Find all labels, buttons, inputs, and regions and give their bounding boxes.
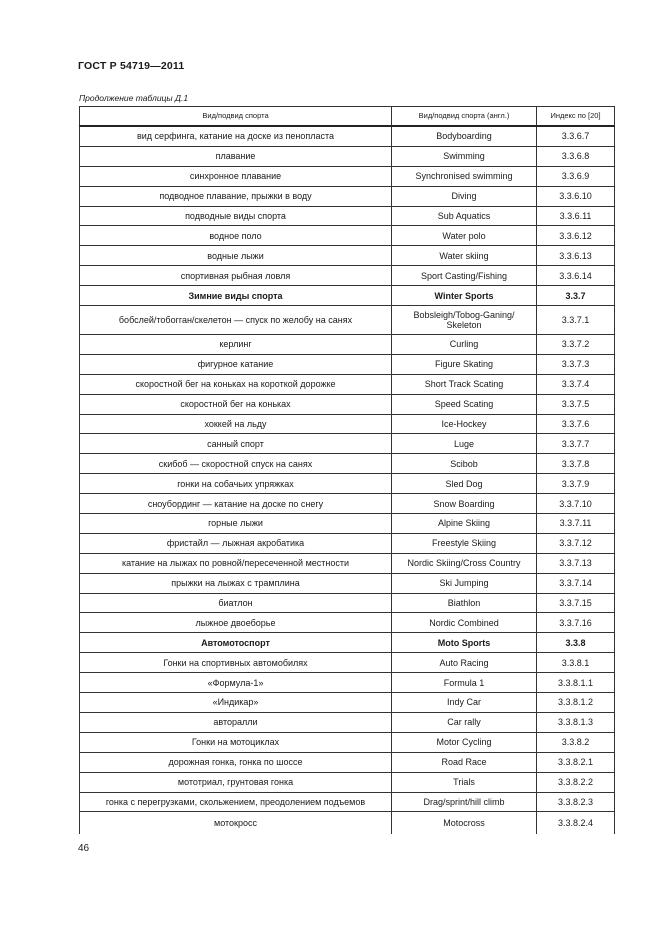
cell-index: 3.3.7.5: [537, 394, 615, 414]
cell-sport-en: Auto Racing: [392, 653, 537, 673]
cell-sport-ru: скоростной бег на коньках на короткой дорожке: [80, 374, 392, 394]
table-row: [80, 792, 615, 812]
cell-sport-ru: мотокросс: [80, 812, 392, 835]
cell-sport-en: Freestyle Skiing: [392, 533, 537, 553]
page-number: 46: [78, 843, 90, 854]
cell-sport-ru: дорожная гонка, гонка по шоссе: [80, 752, 392, 772]
cell-sport-en: Scibob: [392, 454, 537, 474]
cell-index: 3.3.8.1: [537, 653, 615, 673]
cell-sport-ru: подводное плавание, прыжки в воду: [80, 186, 392, 206]
cell-sport-ru: бобслей/тобогган/скелетон — спуск по желобу на санях: [80, 306, 392, 335]
table-row: [80, 752, 615, 772]
cell-index: 3.3.6.7: [537, 126, 615, 146]
cell-index: 3.3.8.1.1: [537, 673, 615, 693]
cell-sport-ru: мототриал, грунтовая гонка: [80, 772, 392, 792]
table-row: [80, 812, 615, 835]
cell-index: 3.3.6.8: [537, 146, 615, 166]
cell-sport-en: Drag/sprint/hill climb: [392, 792, 537, 812]
cell-sport-en: Nordic Combined: [392, 613, 537, 633]
cell-sport-en: Moto Sports: [392, 633, 537, 653]
table-row: [80, 414, 615, 434]
cell-sport-ru: синхронное плавание: [80, 166, 392, 186]
cell-sport-en: Motor Cycling: [392, 732, 537, 752]
cell-index: 3.3.8.1.2: [537, 693, 615, 713]
cell-index: 3.3.6.11: [537, 206, 615, 226]
cell-index: 3.3.8.2.4: [537, 812, 615, 835]
table-row: [80, 286, 615, 306]
cell-sport-ru: плавание: [80, 146, 392, 166]
cell-sport-en: Water skiing: [392, 246, 537, 266]
table-body: [80, 126, 615, 834]
cell-sport-en: Short Track Scating: [392, 374, 537, 394]
table-row: [80, 533, 615, 553]
cell-index: 3.3.8: [537, 633, 615, 653]
cell-sport-en: Diving: [392, 186, 537, 206]
cell-sport-ru: Зимние виды спорта: [80, 286, 392, 306]
cell-index: 3.3.8.2.1: [537, 752, 615, 772]
cell-index: 3.3.7.3: [537, 354, 615, 374]
cell-sport-en: Biathlon: [392, 593, 537, 613]
cell-sport-en: Synchronised swimming: [392, 166, 537, 186]
table-row: [80, 514, 615, 534]
cell-sport-en: Water polo: [392, 226, 537, 246]
cell-index: 3.3.6.13: [537, 246, 615, 266]
cell-sport-ru: авторалли: [80, 712, 392, 732]
table-row: [80, 653, 615, 673]
cell-sport-ru: «Формула-1»: [80, 673, 392, 693]
cell-sport-ru: гонки на собачьих упряжках: [80, 474, 392, 494]
table-row: [80, 374, 615, 394]
table-row: [80, 772, 615, 792]
cell-index: 3.3.7.8: [537, 454, 615, 474]
table-row: [80, 335, 615, 355]
table-row: [80, 693, 615, 713]
cell-index: 3.3.7.15: [537, 593, 615, 613]
cell-index: 3.3.7: [537, 286, 615, 306]
cell-sport-ru: фигурное катание: [80, 354, 392, 374]
table-row: [80, 166, 615, 186]
cell-sport-ru: катание на лыжах по ровной/пересеченной местности: [80, 553, 392, 573]
cell-sport-ru: керлинг: [80, 335, 392, 355]
table-row: [80, 434, 615, 454]
cell-sport-ru: прыжки на лыжах с трамплина: [80, 573, 392, 593]
cell-sport-en: Curling: [392, 335, 537, 355]
table-row: [80, 613, 615, 633]
table-row: [80, 553, 615, 573]
cell-index: 3.3.8.2: [537, 732, 615, 752]
table-row: [80, 573, 615, 593]
cell-index: 3.3.7.11: [537, 514, 615, 534]
column-header-en: Вид/подвид спорта (англ.): [392, 107, 537, 127]
cell-sport-ru: горные лыжи: [80, 514, 392, 534]
cell-sport-ru: санный спорт: [80, 434, 392, 454]
cell-sport-en: Nordic Skiing/Cross Country: [392, 553, 537, 573]
cell-sport-en: Speed Scating: [392, 394, 537, 414]
cell-sport-ru: «Индикар»: [80, 693, 392, 713]
cell-sport-ru: скоростной бег на коньках: [80, 394, 392, 414]
cell-index: 3.3.7.1: [537, 306, 615, 335]
cell-sport-en: Trials: [392, 772, 537, 792]
cell-index: 3.3.6.12: [537, 226, 615, 246]
cell-sport-en: Ski Jumping: [392, 573, 537, 593]
cell-sport-en: Snow Boarding: [392, 494, 537, 514]
table-row: [80, 246, 615, 266]
table-row: [80, 206, 615, 226]
table-row: [80, 673, 615, 693]
cell-sport-ru: Гонки на мотоциклах: [80, 732, 392, 752]
table-row: [80, 593, 615, 613]
cell-sport-en: Luge: [392, 434, 537, 454]
cell-sport-en: Sub Aquatics: [392, 206, 537, 226]
cell-index: 3.3.7.16: [537, 613, 615, 633]
table-row: [80, 306, 615, 335]
cell-index: 3.3.8.2.2: [537, 772, 615, 792]
cell-sport-en: Ice-Hockey: [392, 414, 537, 434]
cell-index: 3.3.7.13: [537, 553, 615, 573]
cell-index: 3.3.7.9: [537, 474, 615, 494]
table-row: [80, 186, 615, 206]
cell-index: 3.3.7.6: [537, 414, 615, 434]
sports-table: [79, 106, 615, 834]
cell-sport-en: Car rally: [392, 712, 537, 732]
cell-sport-ru: фристайл — лыжная акробатика: [80, 533, 392, 553]
table-row: [80, 633, 615, 653]
cell-index: 3.3.7.10: [537, 494, 615, 514]
cell-sport-ru: водное поло: [80, 226, 392, 246]
table-row: [80, 494, 615, 514]
cell-index: 3.3.7.2: [537, 335, 615, 355]
table-row: [80, 454, 615, 474]
cell-sport-ru: подводные виды спорта: [80, 206, 392, 226]
table-row: [80, 474, 615, 494]
table-row: [80, 266, 615, 286]
cell-sport-en: Bobsleigh/Tobog-Ganing/ Skeleton: [392, 306, 537, 335]
cell-index: 3.3.7.4: [537, 374, 615, 394]
table-row: [80, 226, 615, 246]
cell-sport-ru: спортивная рыбная ловля: [80, 266, 392, 286]
table-row: [80, 354, 615, 374]
cell-sport-en: Alpine Skiing: [392, 514, 537, 534]
table-row: [80, 394, 615, 414]
cell-sport-ru: биатлон: [80, 593, 392, 613]
cell-index: 3.3.8.2.3: [537, 792, 615, 812]
cell-sport-ru: Гонки на спортивных автомобилях: [80, 653, 392, 673]
column-header-ru: Вид/подвид спорта: [80, 107, 392, 127]
cell-sport-ru: хоккей на льду: [80, 414, 392, 434]
column-header-index: Индекс по [20]: [537, 107, 615, 127]
cell-sport-en: Motocross: [392, 812, 537, 835]
cell-index: 3.3.7.14: [537, 573, 615, 593]
cell-sport-en: Formula 1: [392, 673, 537, 693]
cell-sport-en: Sled Dog: [392, 474, 537, 494]
cell-sport-en: Bodyboarding: [392, 126, 537, 146]
table-header-row: [80, 107, 615, 127]
cell-sport-ru: водные лыжи: [80, 246, 392, 266]
cell-sport-ru: сноубординг — катание на доске по снегу: [80, 494, 392, 514]
table-caption: Продолжение таблицы Д.1: [79, 93, 189, 103]
cell-index: 3.3.6.10: [537, 186, 615, 206]
table-row: [80, 146, 615, 166]
cell-sport-en: Road Race: [392, 752, 537, 772]
cell-index: 3.3.7.12: [537, 533, 615, 553]
cell-index: 3.3.8.1.3: [537, 712, 615, 732]
cell-sport-en: Swimming: [392, 146, 537, 166]
cell-sport-en: Figure Skating: [392, 354, 537, 374]
cell-sport-ru: скибоб — скоростной спуск на санях: [80, 454, 392, 474]
cell-sport-ru: вид серфинга, катание на доске из пенопласта: [80, 126, 392, 146]
cell-sport-ru: гонка с перегрузками, скольжением, преодолением подъемов: [80, 792, 392, 812]
cell-index: 3.3.6.14: [537, 266, 615, 286]
cell-index: 3.3.6.9: [537, 166, 615, 186]
cell-sport-ru: Автомотоспорт: [80, 633, 392, 653]
table-row: [80, 712, 615, 732]
table-row: [80, 126, 615, 146]
cell-index: 3.3.7.7: [537, 434, 615, 454]
cell-sport-ru: лыжное двоеборье: [80, 613, 392, 633]
table-row: [80, 732, 615, 752]
cell-sport-en: Indy Car: [392, 693, 537, 713]
cell-sport-en: Sport Casting/Fishing: [392, 266, 537, 286]
cell-sport-en: Winter Sports: [392, 286, 537, 306]
document-code: ГОСТ Р 54719—2011: [78, 60, 185, 72]
